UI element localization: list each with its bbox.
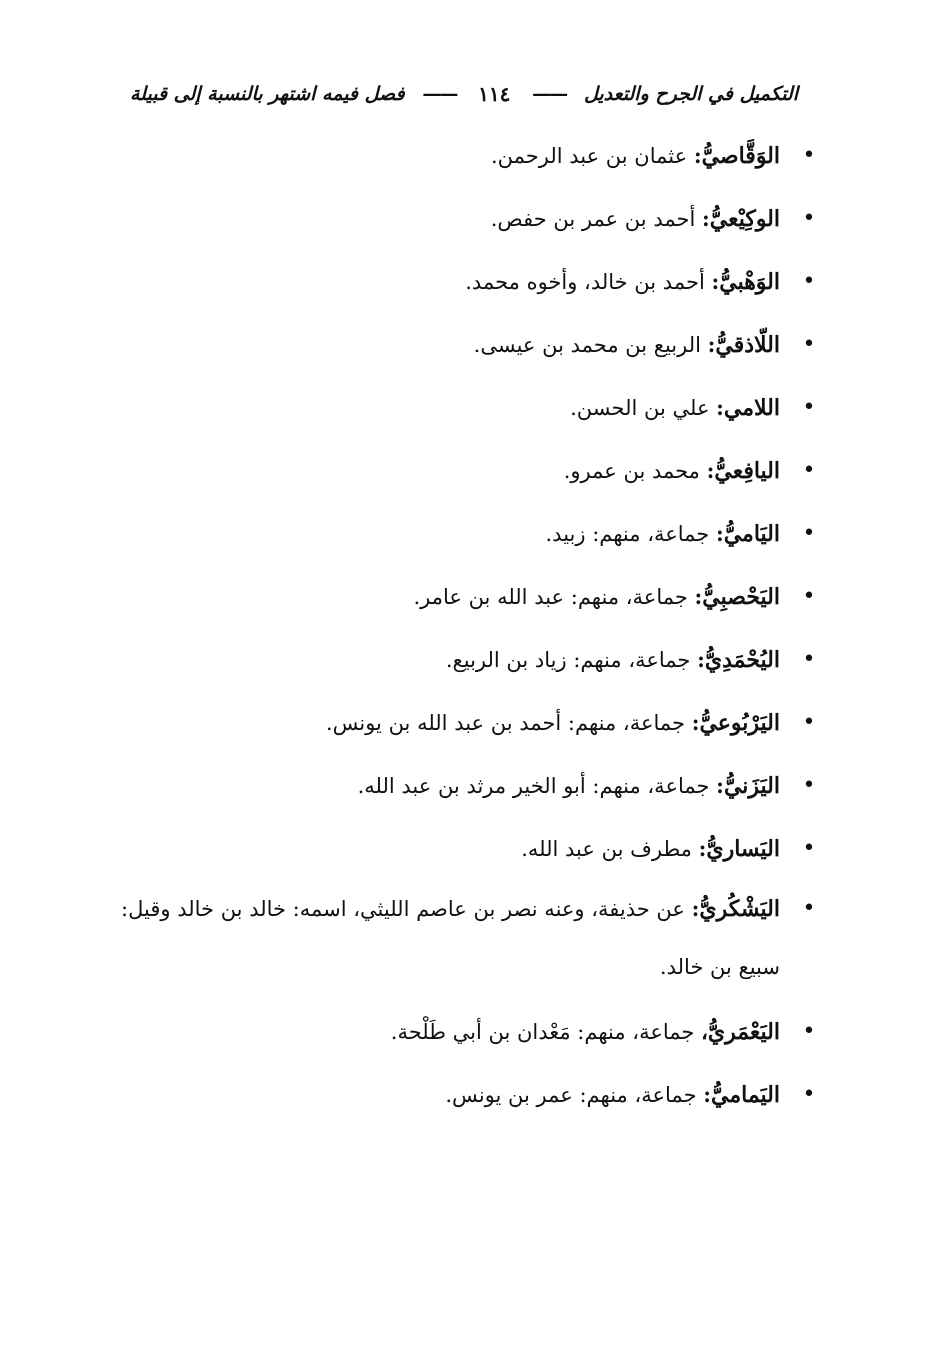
entry-separator: :	[711, 269, 720, 294]
entry-term: اليَرْبُوعيُّ	[699, 710, 780, 736]
bullet-icon: •	[802, 1082, 816, 1107]
entry-separator: :	[703, 1082, 711, 1107]
entry-term: الوكِيْعيُّ	[709, 206, 780, 232]
list-item	[120, 817, 820, 880]
page-number: ١١٤	[478, 82, 511, 106]
entry-text: أحمد بن خالد، وأخوه محمد.	[465, 270, 712, 294]
entry-text: عثمان بن عبد الرحمن.	[490, 144, 694, 168]
entry-text: جماعة، منهم: زياد بن الربيع.	[445, 648, 698, 672]
entry-term: اليَعْمَريُّ	[707, 1019, 780, 1045]
entry-term: اللّاذقيُّ	[715, 332, 780, 358]
entry-text: جماعة، منهم: مَعْدان بن أبي طَلْحة.	[390, 1020, 702, 1044]
list-item	[120, 376, 820, 439]
entry-list	[120, 124, 820, 1126]
entry-text: علي بن الحسن.	[570, 396, 717, 420]
bullet-icon: •	[802, 143, 816, 168]
list-item	[120, 313, 820, 376]
list-item	[120, 124, 820, 187]
bullet-icon: •	[802, 836, 816, 861]
section-title: فصل فيمه اشتهر بالنسبة إلى قبيلة	[130, 83, 405, 105]
list-item	[120, 691, 820, 754]
entry-term: اليَماميُّ	[711, 1082, 780, 1108]
entry-term: اليَحْصبِيُّ	[702, 584, 780, 610]
header-dash-right: ——	[532, 83, 567, 105]
list-item	[120, 628, 820, 691]
entry-separator: :	[697, 647, 705, 672]
entry-separator: :	[706, 458, 715, 483]
entry-term: اليُحْمَدِيُّ	[704, 647, 780, 673]
entry-term: اليَساريُّ	[706, 836, 780, 862]
bullet-icon: •	[802, 521, 816, 546]
bullet-icon: •	[802, 584, 816, 609]
page-header	[130, 74, 798, 114]
entry-term: اليَشْكُريُّ	[699, 896, 780, 922]
header-dash-left: ——	[422, 83, 457, 105]
list-item	[120, 439, 820, 502]
entry-separator: :	[698, 836, 707, 861]
bullet-icon: •	[802, 647, 816, 672]
list-item	[120, 754, 820, 817]
list-item	[120, 502, 820, 565]
list-item	[120, 1000, 820, 1063]
bullet-icon: •	[802, 206, 816, 231]
entry-separator: :	[707, 332, 716, 357]
list-item	[120, 250, 820, 313]
book-title: التكميل في الجرح والتعديل	[583, 83, 798, 105]
entry-text: عن حذيفة، وعنه نصر بن عاصم الليثي، اسمه: خالد بن خالد وقيل: سبيع بن خالد.	[121, 897, 780, 979]
entry-separator: :	[693, 143, 702, 168]
entry-separator: :	[691, 710, 700, 735]
bullet-icon: •	[802, 896, 816, 921]
entry-text: جماعة، منهم: عبد الله بن عامر.	[413, 585, 695, 609]
bullet-icon: •	[802, 458, 816, 483]
entry-term: اليَزَنيُّ	[723, 773, 780, 799]
list-item	[120, 187, 820, 250]
bullet-icon: •	[802, 1019, 816, 1044]
bullet-icon: •	[802, 332, 816, 357]
entry-separator: :	[691, 896, 700, 921]
entry-separator: :	[716, 773, 724, 798]
entry-term: اللامي	[723, 395, 780, 421]
entry-text: مطرف بن عبد الله.	[521, 837, 699, 861]
bullet-icon: •	[802, 710, 816, 735]
entry-text: جماعة، منهم: عمر بن يونس.	[445, 1083, 704, 1107]
list-item	[120, 880, 820, 1000]
entry-separator: :	[701, 206, 710, 231]
entry-text: جماعة، منهم: أبو الخير مرثد بن عبد الله.	[357, 774, 717, 798]
entry-term: اليَاميُّ	[723, 521, 780, 547]
bullet-icon: •	[802, 395, 816, 420]
list-item	[120, 565, 820, 628]
entry-term: اليافِعيُّ	[714, 458, 780, 484]
list-item	[120, 1063, 820, 1126]
entry-text: جماعة، منهم: أحمد بن عبد الله بن يونس.	[325, 711, 692, 735]
entry-text: جماعة، منهم: زبيد.	[545, 522, 716, 546]
entry-separator: :	[694, 584, 703, 609]
entry-separator: :	[716, 395, 724, 420]
entry-text: أحمد بن عمر بن حفص.	[490, 207, 702, 231]
entry-term: الوَهْبيُّ	[719, 269, 780, 295]
entry-separator: :	[715, 521, 724, 546]
entry-separator: ،	[701, 1019, 708, 1044]
entry-text: محمد بن عمرو.	[563, 459, 707, 483]
bullet-icon: •	[802, 269, 816, 294]
bullet-icon: •	[802, 773, 816, 798]
entry-text: الربيع بن محمد بن عيسى.	[473, 333, 708, 357]
entry-term: الوَقَّاصيُّ	[701, 143, 780, 169]
